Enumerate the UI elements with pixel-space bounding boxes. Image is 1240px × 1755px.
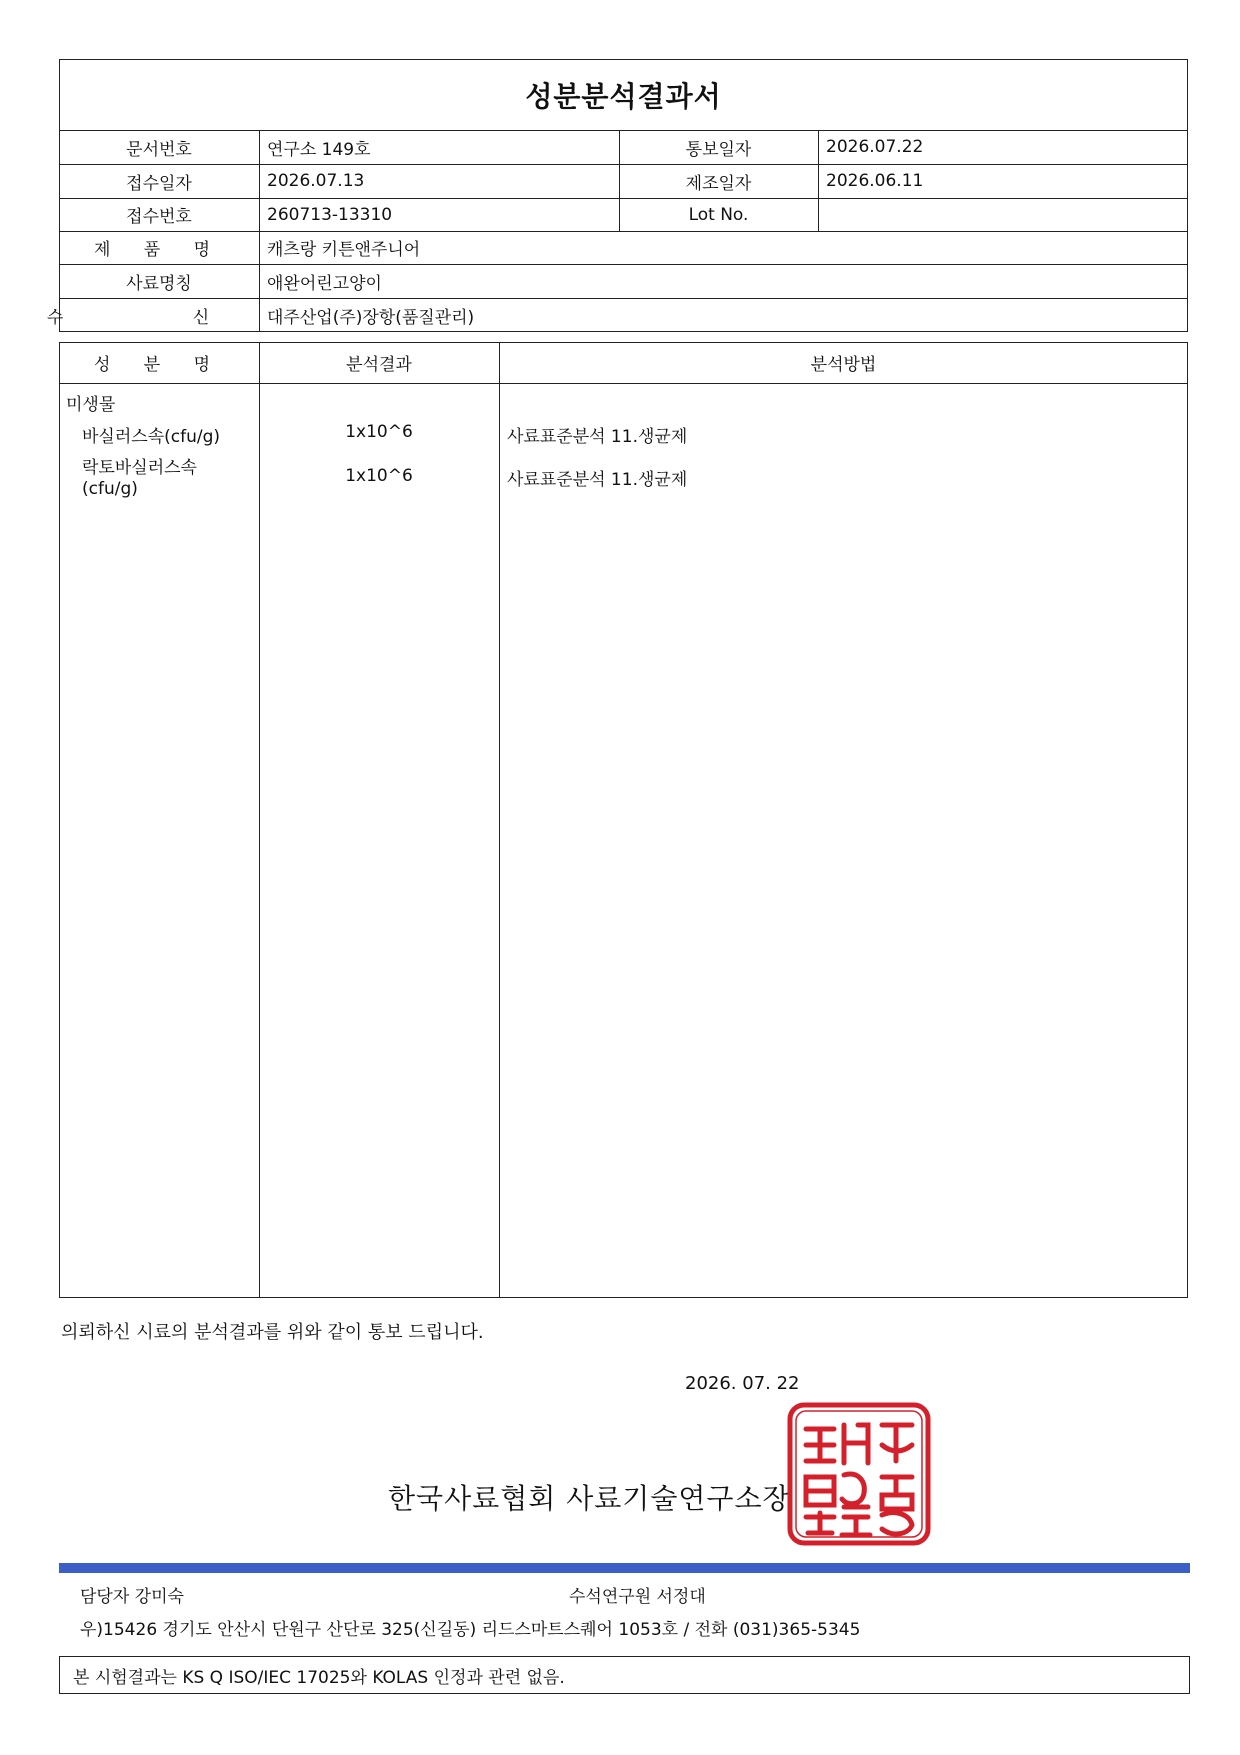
doc-no-label: 문서번호 <box>126 139 192 160</box>
feed-name-label: 사료명칭 <box>126 273 192 294</box>
notice-text: 의뢰하신 시료의 분석결과를 위와 같이 통보 드립니다. <box>61 1322 484 1343</box>
recipient-label: 수 신 <box>46 307 272 328</box>
table-row-name: 락토바실러스속 <box>82 458 197 478</box>
table-row-result: 1x10^6 <box>345 466 413 486</box>
page-title: 성분분석결과서 <box>525 79 722 113</box>
mfg-date-label: 제조일자 <box>685 173 752 194</box>
staff-name: 담당자 강미숙 <box>80 1587 184 1607</box>
receipt-no-label: 접수번호 <box>126 207 192 227</box>
lot-label: Lot No. <box>688 204 749 225</box>
product-label: 제 품 명 <box>93 240 225 260</box>
column-header-result: 분석결과 <box>346 355 412 375</box>
notice-date-value: 2026.07.22 <box>826 137 924 157</box>
chief-researcher: 수석연구원 서정대 <box>569 1587 706 1607</box>
table-row-name-unit: (cfu/g) <box>82 479 138 499</box>
address: 우)15426 경기도 안산시 단원구 산단로 325(신길동) 리드스마트스퀘어 1053호 / 전화 (031)365-5345 <box>80 1620 861 1640</box>
doc-no-value: 연구소 149호 <box>267 139 371 160</box>
receipt-no-value: 260713-13310 <box>267 204 393 225</box>
lot-value <box>818 198 1188 231</box>
group-label: 미생물 <box>66 395 116 415</box>
receipt-date-value: 2026.07.13 <box>267 171 365 191</box>
disclaimer-text: 본 시험결과는 KS Q ISO/IEC 17025와 KOLAS 인정과 관련 없음. <box>73 1667 565 1688</box>
signer-name: 한국사료협회 사료기술연구소장 <box>388 1482 791 1515</box>
table-row-name: 바실러스속(cfu/g) <box>82 427 220 447</box>
notice-date-label: 통보일자 <box>685 139 752 160</box>
table-row-method: 사료표준분석 11.생균제 <box>507 470 688 490</box>
mfg-date-value: 2026.06.11 <box>826 171 924 191</box>
column-header-component: 성 분 명 <box>93 355 225 375</box>
official-seal-icon <box>784 1399 934 1549</box>
table-row-method: 사료표준분석 11.생균제 <box>507 427 688 447</box>
issue-date: 2026. 07. 22 <box>685 1373 800 1394</box>
footer-divider <box>59 1563 1190 1573</box>
receipt-date-label: 접수일자 <box>126 173 192 194</box>
product-value: 캐츠랑 키튼앤주니어 <box>267 240 421 260</box>
table-row-result: 1x10^6 <box>345 422 413 442</box>
recipient-value: 대주산업(주)장항(품질관리) <box>267 307 475 328</box>
column-header-method: 분석방법 <box>810 355 877 375</box>
feed-name-value: 애완어린고양이 <box>267 273 382 294</box>
